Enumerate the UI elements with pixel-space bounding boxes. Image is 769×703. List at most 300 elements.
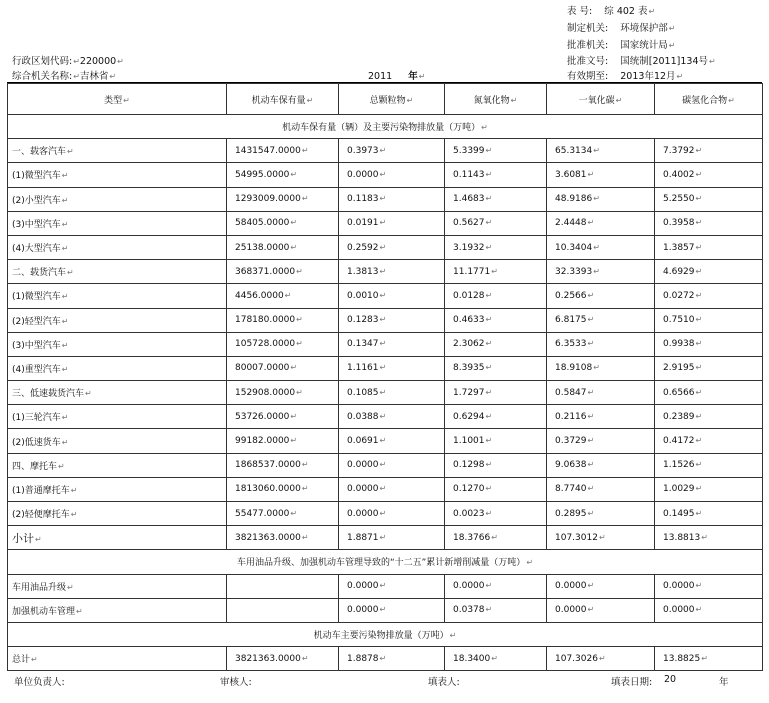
para-mark-icon: ↵ bbox=[61, 316, 69, 326]
value-cell: 1868537.0000↵ bbox=[227, 453, 339, 477]
para-mark-icon: ↵ bbox=[695, 315, 703, 325]
para-mark-icon: ↵ bbox=[58, 461, 65, 471]
value-cell: 1.8871↵ bbox=[339, 526, 445, 550]
value-cell: 5.3399↵ bbox=[445, 139, 547, 163]
value-cell: 0.0000↵ bbox=[339, 453, 445, 477]
para-mark-icon: ↵ bbox=[587, 169, 595, 179]
value-cell: 0.6566↵ bbox=[655, 381, 763, 405]
value-cell: 0.2116↵ bbox=[547, 405, 655, 429]
para-mark-icon: ↵ bbox=[695, 339, 703, 349]
section-title: 机动车主要污染物排放量（万吨）↵ bbox=[8, 622, 763, 646]
doc-value: 国统制[2011]134号 bbox=[620, 56, 708, 67]
value-cell: 0.0378↵ bbox=[445, 598, 547, 622]
header-cell: 类型↵ bbox=[8, 84, 227, 115]
row-label-cell: (4)大型汽车↵ bbox=[8, 235, 227, 259]
table-row bbox=[8, 429, 763, 453]
para-mark-icon: ↵ bbox=[418, 72, 426, 81]
value-cell: 8.7740↵ bbox=[547, 477, 655, 501]
para-mark-icon: ↵ bbox=[593, 145, 600, 155]
value-cell: 107.3012↵ bbox=[547, 526, 655, 550]
value-cell: 368371.0000↵ bbox=[227, 260, 339, 284]
table-row bbox=[8, 502, 763, 526]
para-mark-icon: ↵ bbox=[485, 484, 493, 494]
table-row bbox=[8, 284, 763, 308]
subtotal-row bbox=[8, 526, 763, 550]
value-cell: 107.3026↵ bbox=[547, 647, 655, 671]
value-cell: 80007.0000↵ bbox=[227, 356, 339, 380]
row-label-cell: (1)微型汽车↵ bbox=[8, 284, 227, 308]
para-mark-icon: ↵ bbox=[73, 72, 80, 81]
table-row bbox=[8, 308, 763, 332]
value-cell: 0.0010↵ bbox=[339, 284, 445, 308]
para-mark-icon: ↵ bbox=[695, 266, 703, 276]
value-cell: 1.4683↵ bbox=[445, 187, 547, 211]
para-mark-icon: ↵ bbox=[379, 145, 387, 155]
value-cell: 18.3766↵ bbox=[445, 526, 547, 550]
value-cell: 1813060.0000↵ bbox=[227, 477, 339, 501]
value-cell: 0.0000↵ bbox=[547, 598, 655, 622]
para-mark-icon: ↵ bbox=[485, 581, 493, 591]
para-mark-icon: ↵ bbox=[491, 653, 498, 663]
para-mark-icon: ↵ bbox=[695, 411, 703, 421]
para-mark-icon: ↵ bbox=[587, 290, 595, 300]
value-cell: 32.3393↵ bbox=[547, 260, 655, 284]
header-cell: 机动车保有量↵ bbox=[227, 84, 339, 115]
value-cell: 0.1270↵ bbox=[445, 477, 547, 501]
para-mark-icon: ↵ bbox=[61, 244, 69, 254]
value-cell: 2.3062↵ bbox=[445, 332, 547, 356]
para-mark-icon: ↵ bbox=[61, 219, 69, 229]
value-cell: 6.3533↵ bbox=[547, 332, 655, 356]
row-label-cell: (4)重型汽车↵ bbox=[8, 356, 227, 380]
value-cell: 0.0191↵ bbox=[339, 211, 445, 235]
org-label: 制定机关: bbox=[567, 23, 609, 34]
para-mark-icon: ↵ bbox=[701, 653, 708, 663]
value-cell: 48.9186↵ bbox=[547, 187, 655, 211]
value-cell: 0.0000↵ bbox=[339, 163, 445, 187]
value-cell: 1.1161↵ bbox=[339, 356, 445, 380]
row-label-cell: 车用油品升级↵ bbox=[8, 574, 227, 598]
table-row bbox=[8, 260, 763, 284]
emission-table bbox=[7, 83, 763, 671]
para-mark-icon: ↵ bbox=[695, 508, 703, 518]
row-label-cell: (1)微型汽车↵ bbox=[8, 163, 227, 187]
para-mark-icon: ↵ bbox=[695, 460, 703, 470]
para-mark-icon: ↵ bbox=[296, 266, 303, 276]
para-mark-icon: ↵ bbox=[379, 508, 387, 518]
header-cell: 碳氢化合物↵ bbox=[655, 84, 763, 115]
form-no-row bbox=[567, 3, 655, 17]
value-cell: 0.0000↵ bbox=[547, 574, 655, 598]
value-cell: 7.3792↵ bbox=[655, 139, 763, 163]
value-cell: 0.1143↵ bbox=[445, 163, 547, 187]
row-label-cell: (2)轻便摩托车↵ bbox=[8, 502, 227, 526]
value-cell: 0.0023↵ bbox=[445, 502, 547, 526]
region-code-label: 行政区划代码: bbox=[12, 56, 73, 67]
para-mark-icon: ↵ bbox=[695, 436, 703, 446]
para-mark-icon: ↵ bbox=[379, 194, 387, 204]
value-cell: 0.7510↵ bbox=[655, 308, 763, 332]
para-mark-icon: ↵ bbox=[695, 363, 703, 373]
para-mark-icon: ↵ bbox=[695, 194, 703, 204]
para-mark-icon: ↵ bbox=[61, 364, 69, 374]
value-cell: 0.1085↵ bbox=[339, 381, 445, 405]
para-mark-icon: ↵ bbox=[379, 242, 387, 252]
para-mark-icon: ↵ bbox=[485, 194, 493, 204]
value-cell: 0.2895↵ bbox=[547, 502, 655, 526]
para-mark-icon: ↵ bbox=[668, 41, 676, 50]
para-mark-icon: ↵ bbox=[379, 484, 387, 494]
value-cell: 152908.0000↵ bbox=[227, 381, 339, 405]
para-mark-icon: ↵ bbox=[587, 605, 595, 615]
value-cell: 1.1526↵ bbox=[655, 453, 763, 477]
para-mark-icon: ↵ bbox=[485, 169, 493, 179]
para-mark-icon: ↵ bbox=[695, 605, 703, 615]
doc-row bbox=[567, 53, 716, 67]
value-cell: 5.2550↵ bbox=[655, 187, 763, 211]
row-label-cell: (2)小型汽车↵ bbox=[8, 187, 227, 211]
org-row bbox=[567, 20, 675, 34]
para-mark-icon: ↵ bbox=[61, 413, 69, 423]
value-cell: 0.1298↵ bbox=[445, 453, 547, 477]
para-mark-icon: ↵ bbox=[301, 460, 309, 470]
para-mark-icon: ↵ bbox=[67, 268, 74, 278]
value-cell: 10.3404↵ bbox=[547, 235, 655, 259]
table-row bbox=[8, 356, 763, 380]
value-cell: 0.1347↵ bbox=[339, 332, 445, 356]
para-mark-icon: ↵ bbox=[73, 57, 80, 66]
value-cell: 1.7297↵ bbox=[445, 381, 547, 405]
footer-date-unit: 年 bbox=[719, 677, 729, 688]
para-mark-icon: ↵ bbox=[695, 290, 703, 300]
value-cell: 58405.0000↵ bbox=[227, 211, 339, 235]
para-mark-icon: ↵ bbox=[61, 292, 69, 302]
para-mark-icon: ↵ bbox=[701, 532, 708, 542]
para-mark-icon: ↵ bbox=[587, 315, 595, 325]
value-cell: 11.1771↵ bbox=[445, 260, 547, 284]
row-label-cell: (2)轻型汽车↵ bbox=[8, 308, 227, 332]
value-cell: 3.6081↵ bbox=[547, 163, 655, 187]
report-year bbox=[368, 68, 425, 82]
value-cell: 0.0000↵ bbox=[339, 598, 445, 622]
para-mark-icon: ↵ bbox=[485, 436, 493, 446]
para-mark-icon: ↵ bbox=[109, 72, 117, 81]
para-mark-icon: ↵ bbox=[587, 387, 595, 397]
para-mark-icon: ↵ bbox=[379, 411, 387, 421]
para-mark-icon: ↵ bbox=[598, 653, 606, 663]
para-mark-icon: ↵ bbox=[587, 484, 595, 494]
para-mark-icon: ↵ bbox=[379, 387, 387, 397]
org-name-row bbox=[12, 68, 116, 82]
para-mark-icon: ↵ bbox=[301, 653, 309, 663]
value-cell: 3821363.0000↵ bbox=[227, 647, 339, 671]
value-cell: 13.8825↵ bbox=[655, 647, 763, 671]
row-label-cell: 二、载货汽车↵ bbox=[8, 260, 227, 284]
para-mark-icon: ↵ bbox=[61, 340, 69, 350]
approve-label: 批准机关: bbox=[567, 40, 609, 51]
para-mark-icon: ↵ bbox=[379, 363, 387, 373]
row-label-cell: 加强机动车管理↵ bbox=[8, 598, 227, 622]
para-mark-icon: ↵ bbox=[290, 218, 298, 228]
para-mark-icon: ↵ bbox=[61, 195, 69, 205]
value-cell: 0.4172↵ bbox=[655, 429, 763, 453]
value-cell: 0.0000↵ bbox=[445, 574, 547, 598]
para-mark-icon: ↵ bbox=[301, 145, 309, 155]
value-cell: 0.0000↵ bbox=[655, 598, 763, 622]
value-cell: 1.0029↵ bbox=[655, 477, 763, 501]
para-mark-icon: ↵ bbox=[587, 339, 595, 349]
para-mark-icon: ↵ bbox=[290, 508, 298, 518]
value-cell: 18.3400↵ bbox=[445, 647, 547, 671]
para-mark-icon: ↵ bbox=[379, 315, 387, 325]
value-cell: 0.0000↵ bbox=[339, 574, 445, 598]
valid-label: 有效期至: bbox=[567, 71, 609, 82]
value-cell: 6.8175↵ bbox=[547, 308, 655, 332]
table-row bbox=[8, 211, 763, 235]
table-row bbox=[8, 163, 763, 187]
section-title: 车用油品升级、加强机动车管理导致的“十二五”累计新增削减量（万吨）↵ bbox=[8, 550, 763, 574]
para-mark-icon: ↵ bbox=[593, 363, 600, 373]
para-mark-icon: ↵ bbox=[593, 242, 600, 252]
value-cell: 65.3134↵ bbox=[547, 139, 655, 163]
para-mark-icon: ↵ bbox=[290, 169, 298, 179]
value-cell: 55477.0000↵ bbox=[227, 502, 339, 526]
table-row bbox=[8, 187, 763, 211]
row-label-cell: (1)三轮汽车↵ bbox=[8, 405, 227, 429]
para-mark-icon: ↵ bbox=[695, 218, 703, 228]
table-row bbox=[8, 139, 763, 163]
para-mark-icon: ↵ bbox=[485, 411, 493, 421]
value-cell: 0.0000↵ bbox=[655, 574, 763, 598]
value-cell: 1293009.0000↵ bbox=[227, 187, 339, 211]
para-mark-icon: ↵ bbox=[76, 606, 83, 616]
para-mark-icon: ↵ bbox=[676, 72, 684, 81]
row-label-cell: (2)低速货车↵ bbox=[8, 429, 227, 453]
value-cell: 0.3973↵ bbox=[339, 139, 445, 163]
para-mark-icon: ↵ bbox=[695, 242, 703, 252]
para-mark-icon: ↵ bbox=[587, 581, 595, 591]
para-mark-icon: ↵ bbox=[296, 315, 303, 325]
table-row bbox=[8, 574, 763, 598]
para-mark-icon: ↵ bbox=[485, 242, 493, 252]
value-cell: 0.5847↵ bbox=[547, 381, 655, 405]
org-name-value: 吉林省 bbox=[79, 71, 109, 82]
value-cell: 4.6929↵ bbox=[655, 260, 763, 284]
para-mark-icon: ↵ bbox=[35, 534, 42, 544]
value-cell: 0.1283↵ bbox=[339, 308, 445, 332]
footer-date-label: 填表日期: bbox=[611, 677, 653, 688]
region-code-row bbox=[12, 53, 124, 67]
value-cell: 0.6294↵ bbox=[445, 405, 547, 429]
para-mark-icon: ↵ bbox=[593, 266, 600, 276]
value-cell: 8.3935↵ bbox=[445, 356, 547, 380]
header-cell: 总颗粒物↵ bbox=[339, 84, 445, 115]
value-cell: 1.3857↵ bbox=[655, 235, 763, 259]
value-cell: 25138.0000↵ bbox=[227, 235, 339, 259]
para-mark-icon: ↵ bbox=[379, 436, 387, 446]
year-value: 2011 bbox=[368, 71, 393, 82]
para-mark-icon: ↵ bbox=[485, 315, 493, 325]
para-mark-icon: ↵ bbox=[379, 581, 387, 591]
value-cell: 105728.0000↵ bbox=[227, 332, 339, 356]
para-mark-icon: ↵ bbox=[85, 389, 92, 399]
value-cell: 0.3958↵ bbox=[655, 211, 763, 235]
para-mark-icon: ↵ bbox=[491, 532, 498, 542]
para-mark-icon: ↵ bbox=[61, 437, 69, 447]
row-label-cell: 一、载客汽车↵ bbox=[8, 139, 227, 163]
value-cell: 0.1495↵ bbox=[655, 502, 763, 526]
para-mark-icon: ↵ bbox=[485, 605, 493, 615]
para-mark-icon: ↵ bbox=[695, 169, 703, 179]
org-name-label: 综合机关名称: bbox=[12, 71, 73, 82]
value-cell: 1431547.0000↵ bbox=[227, 139, 339, 163]
para-mark-icon: ↵ bbox=[587, 508, 595, 518]
value-cell: 2.9195↵ bbox=[655, 356, 763, 380]
para-mark-icon: ↵ bbox=[709, 57, 716, 66]
section-title: 机动车保有量（辆）及主要污染物排放量（万吨）↵ bbox=[8, 115, 763, 139]
region-code-value: 220000 bbox=[79, 56, 117, 67]
value-cell: 0.4002↵ bbox=[655, 163, 763, 187]
para-mark-icon: ↵ bbox=[485, 460, 493, 470]
value-cell: 13.8813↵ bbox=[655, 526, 763, 550]
para-mark-icon: ↵ bbox=[485, 290, 493, 300]
para-mark-icon: ↵ bbox=[485, 363, 493, 373]
value-cell: 1.8878↵ bbox=[339, 647, 445, 671]
row-label-cell: 四、摩托车↵ bbox=[8, 453, 227, 477]
para-mark-icon: ↵ bbox=[379, 653, 387, 663]
table-row bbox=[8, 598, 763, 622]
para-mark-icon: ↵ bbox=[379, 339, 387, 349]
header-cell: 一氧化碳↵ bbox=[547, 84, 655, 115]
value-cell: 0.2592↵ bbox=[339, 235, 445, 259]
value-cell: 0.0000↵ bbox=[339, 477, 445, 501]
form-no-value: 综 402 表 bbox=[604, 6, 648, 17]
para-mark-icon: ↵ bbox=[31, 655, 38, 665]
para-mark-icon: ↵ bbox=[379, 290, 387, 300]
para-mark-icon: ↵ bbox=[379, 605, 387, 615]
value-cell: 0.1183↵ bbox=[339, 187, 445, 211]
para-mark-icon: ↵ bbox=[379, 218, 387, 228]
section-title-row bbox=[8, 115, 763, 139]
para-mark-icon: ↵ bbox=[67, 147, 74, 157]
para-mark-icon: ↵ bbox=[290, 363, 298, 373]
para-mark-icon: ↵ bbox=[695, 484, 703, 494]
para-mark-icon: ↵ bbox=[587, 411, 595, 421]
para-mark-icon: ↵ bbox=[695, 581, 703, 591]
value-cell: 0.0000↵ bbox=[339, 502, 445, 526]
value-cell bbox=[227, 598, 339, 622]
footer-filler: 填表人: bbox=[428, 677, 460, 688]
value-cell: 9.0638↵ bbox=[547, 453, 655, 477]
value-cell: 99182.0000↵ bbox=[227, 429, 339, 453]
footer-date-year: 20 bbox=[664, 674, 677, 685]
value-cell: 3.1932↵ bbox=[445, 235, 547, 259]
row-label-cell: 总计↵ bbox=[8, 647, 227, 671]
para-mark-icon: ↵ bbox=[668, 24, 676, 33]
value-cell: 0.0128↵ bbox=[445, 284, 547, 308]
value-cell bbox=[227, 574, 339, 598]
value-cell: 1.3813↵ bbox=[339, 260, 445, 284]
section-title-row bbox=[8, 550, 763, 574]
para-mark-icon: ↵ bbox=[587, 218, 595, 228]
value-cell: 0.0272↵ bbox=[655, 284, 763, 308]
para-mark-icon: ↵ bbox=[61, 171, 69, 181]
value-cell: 54995.0000↵ bbox=[227, 163, 339, 187]
para-mark-icon: ↵ bbox=[598, 532, 606, 542]
value-cell: 178180.0000↵ bbox=[227, 308, 339, 332]
table-body bbox=[8, 84, 763, 671]
value-cell: 53726.0000↵ bbox=[227, 405, 339, 429]
value-cell: 4456.0000↵ bbox=[227, 284, 339, 308]
row-label-cell: (3)中型汽车↵ bbox=[8, 332, 227, 356]
para-mark-icon: ↵ bbox=[379, 266, 387, 276]
para-mark-icon: ↵ bbox=[695, 387, 703, 397]
para-mark-icon: ↵ bbox=[695, 145, 703, 155]
para-mark-icon: ↵ bbox=[296, 387, 303, 397]
para-mark-icon: ↵ bbox=[290, 436, 298, 446]
para-mark-icon: ↵ bbox=[587, 460, 595, 470]
value-cell: 0.2389↵ bbox=[655, 405, 763, 429]
para-mark-icon: ↵ bbox=[290, 242, 298, 252]
para-mark-icon: ↵ bbox=[70, 485, 78, 495]
table-row bbox=[8, 405, 763, 429]
valid-row bbox=[567, 68, 683, 82]
section-title-row bbox=[8, 622, 763, 646]
value-cell: 0.0388↵ bbox=[339, 405, 445, 429]
para-mark-icon: ↵ bbox=[290, 411, 298, 421]
para-mark-icon: ↵ bbox=[379, 460, 387, 470]
value-cell: 3821363.0000↵ bbox=[227, 526, 339, 550]
para-mark-icon: ↵ bbox=[296, 339, 303, 349]
doc-label: 批准文号: bbox=[567, 56, 609, 67]
org-value: 环境保护部 bbox=[620, 23, 668, 34]
para-mark-icon: ↵ bbox=[485, 387, 493, 397]
table-row bbox=[8, 235, 763, 259]
value-cell: 0.0691↵ bbox=[339, 429, 445, 453]
para-mark-icon: ↵ bbox=[485, 508, 493, 518]
row-label-cell: (3)中型汽车↵ bbox=[8, 211, 227, 235]
value-cell: 18.9108↵ bbox=[547, 356, 655, 380]
para-mark-icon: ↵ bbox=[485, 218, 493, 228]
value-cell: 0.3729↵ bbox=[547, 429, 655, 453]
approve-row bbox=[567, 37, 675, 51]
para-mark-icon: ↵ bbox=[648, 7, 656, 16]
para-mark-icon: ↵ bbox=[485, 145, 493, 155]
para-mark-icon: ↵ bbox=[593, 194, 600, 204]
table-row bbox=[8, 381, 763, 405]
para-mark-icon: ↵ bbox=[379, 532, 387, 542]
row-label-cell: 小计↵ bbox=[8, 526, 227, 550]
header-row bbox=[8, 84, 763, 115]
value-cell: 2.4448↵ bbox=[547, 211, 655, 235]
year-unit: 年 bbox=[408, 71, 418, 82]
para-mark-icon: ↵ bbox=[67, 582, 74, 592]
footer-reviewer: 审核人: bbox=[220, 677, 252, 688]
form-no-label: 表 号: bbox=[567, 6, 593, 17]
para-mark-icon: ↵ bbox=[301, 484, 309, 494]
para-mark-icon: ↵ bbox=[284, 290, 292, 300]
para-mark-icon: ↵ bbox=[70, 510, 78, 520]
value-cell: 0.5627↵ bbox=[445, 211, 547, 235]
para-mark-icon: ↵ bbox=[379, 169, 387, 179]
para-mark-icon: ↵ bbox=[117, 57, 124, 66]
value-cell: 0.2566↵ bbox=[547, 284, 655, 308]
para-mark-icon: ↵ bbox=[587, 436, 595, 446]
row-label-cell: 三、低速载货汽车↵ bbox=[8, 381, 227, 405]
table-row bbox=[8, 477, 763, 501]
value-cell: 1.1001↵ bbox=[445, 429, 547, 453]
row-label-cell: (1)普通摩托车↵ bbox=[8, 477, 227, 501]
